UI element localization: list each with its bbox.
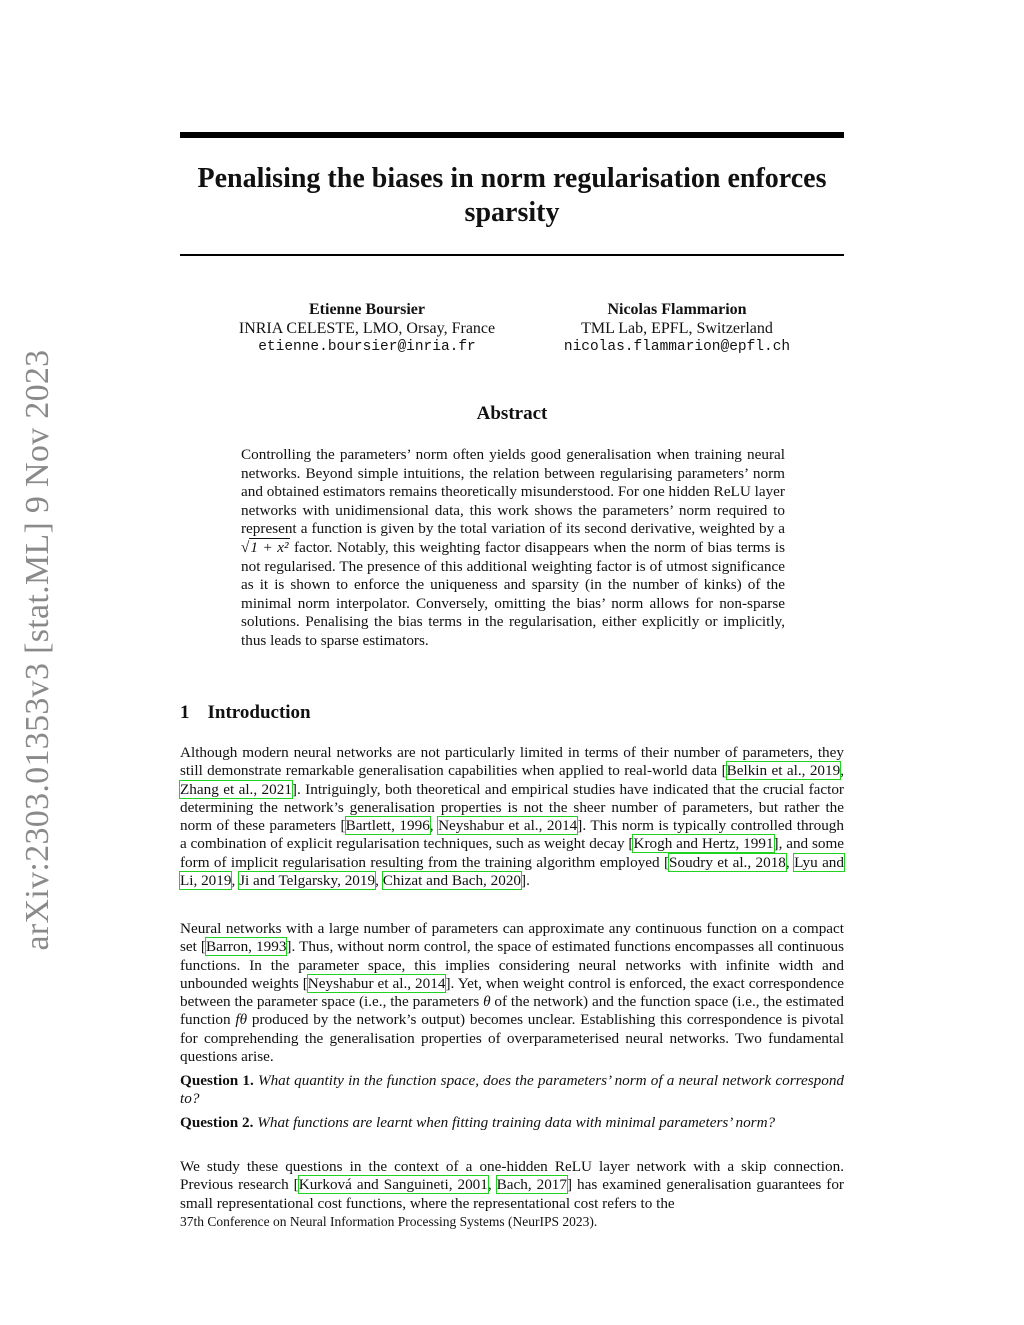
arxiv-stamp bbox=[8, 350, 68, 950]
text-span: , bbox=[375, 872, 383, 890]
citation-link[interactable]: Zhang et al., 2021 bbox=[180, 780, 292, 798]
arxiv-stamp-text: arXiv:2303.01353v3 [stat.ML] 9 Nov 2023 bbox=[19, 349, 56, 951]
question-2 bbox=[180, 1114, 844, 1132]
abstract-text bbox=[241, 446, 785, 651]
text-span: ]. bbox=[521, 872, 530, 890]
question-text: What quantity in the function space, does the parameters’ norm of a neural network correspond to? bbox=[180, 1072, 845, 1108]
text-span: ]. Yet, when weight control is enforced, the exact correspondence between the parameter space (i.e., the parameters bbox=[180, 974, 845, 1011]
math-f-theta: fθ bbox=[235, 1011, 248, 1029]
question-label: Question 2. bbox=[180, 1114, 254, 1131]
intro-paragraph-1 bbox=[180, 744, 844, 890]
citation-link[interactable]: Barron, 1993 bbox=[206, 938, 287, 956]
author-name: Etienne Boursier bbox=[309, 301, 425, 318]
citation-link[interactable]: Soudry et al., 2018 bbox=[669, 853, 786, 871]
section-title: Introduction bbox=[207, 702, 311, 723]
text-span: Neural networks with a large number of parameters can approximate any continuous function on a compact set [ bbox=[180, 920, 844, 956]
citation-link[interactable]: Kurková and Sanguineti, 2001 bbox=[298, 1176, 488, 1194]
author-affiliation: TML Lab, EPFL, Switzerland bbox=[581, 320, 773, 337]
author-email[interactable]: nicolas.flammarion@epfl.ch bbox=[563, 339, 791, 355]
abstract-part-2: factor. Notably, this weighting factor disappears when the norm of bias terms is not regularised. The presence of this additional weighting factor is of utmost significance as it is shown to enforce the uniqueness and sparsity (in the number of kinks) of the minimal norm interpolator. Conversely, omitting the bias’ norm allows for non-sparse solutions. Penalising the bias terms in the regularisation, either explicitly or implicitly, thus leads to sparse estimators. bbox=[241, 538, 785, 649]
text-span: ]. Intriguingly, both theoretical and empirical studies have indicated that the crucial factor determining the network’s generalisation properties is not the sheer number of parameters, but rather the norm of these parameters [ bbox=[180, 780, 844, 835]
author-affiliation: INRIA CELESTE, LMO, Orsay, France bbox=[238, 320, 496, 337]
text-span: produced by the network’s output) becomes unclear. Establishing this correspondence is pivotal for comprehending the generalisation properties of overparameterised neural networks. Two fundamental questions arise. bbox=[180, 1011, 845, 1066]
section-heading-introduction bbox=[180, 702, 311, 724]
author-email[interactable]: etienne.boursier@inria.fr bbox=[258, 339, 476, 355]
text-span: ]. Thus, without norm control, the space of estimated functions encompasses all continuous functions. In the parameter space, this implies considering neural networks with infinite width and unbounded weights [ bbox=[180, 938, 844, 992]
citation-link[interactable]: Bartlett, 1996 bbox=[345, 817, 430, 835]
citation-link[interactable]: Bach, 2017 bbox=[496, 1176, 567, 1194]
section-number: 1 bbox=[180, 702, 190, 723]
citation-link[interactable]: Belkin et al., 2019 bbox=[726, 762, 841, 780]
abstract-part-1: Controlling the parameters’ norm often yields good generalisation when training neural networks. Beyond simple intuitions, the relation between regularising parameters’ norm and obtained estimators remains theoretically misunderstood. For one hidden ReLU layer networks with unidimensional data, this work shows the parameters’ norm required to represent a function is given by the total variation of its second derivative, weighted by a bbox=[241, 446, 785, 538]
citation-link[interactable]: Krogh and Hertz, 1991 bbox=[633, 835, 774, 853]
author-block-1 bbox=[222, 300, 512, 357]
text-span: , bbox=[487, 1176, 497, 1194]
text-span: , bbox=[429, 817, 439, 835]
text-span: ], and some form of implicit regularisation resulting from the training algorithm employed [ bbox=[180, 835, 845, 871]
citation-link[interactable]: Neyshabur et al., 2014 bbox=[438, 817, 578, 835]
title-rule-top bbox=[180, 132, 844, 138]
abstract-heading: Abstract bbox=[476, 403, 548, 424]
author-block-2 bbox=[546, 300, 808, 357]
paper-title: Penalising the biases in norm regularisation enforces sparsity bbox=[197, 163, 827, 228]
text-span: ]. This norm is typically controlled through a combination of explicit regularisation techniques, such as weight decay [ bbox=[180, 817, 844, 853]
citation-link[interactable]: Lyu and Li, 2019 bbox=[180, 853, 844, 890]
citation-link[interactable]: Chizat and Bach, 2020 bbox=[382, 872, 522, 890]
sqrt-radicand: 1 + x² bbox=[250, 538, 289, 556]
text-span: We study these questions in the context of a one-hidden ReLU layer network with a skip connection. Previous research [ bbox=[180, 1158, 844, 1194]
question-text: What functions are learnt when fitting training data with minimal parameters’ norm? bbox=[257, 1114, 776, 1131]
text-span: , bbox=[785, 853, 795, 871]
text-span: Although modern neural networks are not particularly limited in terms of their number of parameters, they still demonstrate remarkable generalisation capabilities when applied to real-world data [ bbox=[180, 744, 844, 780]
title-rule-bottom bbox=[180, 254, 844, 256]
question-1 bbox=[180, 1072, 844, 1109]
author-name: Nicolas Flammarion bbox=[607, 301, 747, 318]
intro-paragraph-3 bbox=[180, 1158, 844, 1213]
text-span: , bbox=[840, 762, 844, 780]
citation-link[interactable]: Neyshabur et al., 2014 bbox=[307, 974, 446, 992]
conference-footnote: 37th Conference on Neural Information Processing Systems (NeurIPS 2023). bbox=[180, 1214, 598, 1229]
question-label: Question 1. bbox=[180, 1072, 254, 1089]
citation-link[interactable]: Ji and Telgarsky, 2019 bbox=[239, 872, 376, 890]
text-span: , bbox=[231, 872, 240, 890]
intro-paragraph-2 bbox=[180, 920, 844, 1066]
text-span: ] has examined generalisation guarantees for small representational cost functions, where the representational cost refers to the bbox=[180, 1176, 844, 1212]
math-theta: θ bbox=[483, 993, 491, 1011]
text-span: of the network) and the function space (i.e., the estimated function bbox=[180, 993, 844, 1029]
sqrt-formula: √1 + x² bbox=[241, 538, 289, 556]
